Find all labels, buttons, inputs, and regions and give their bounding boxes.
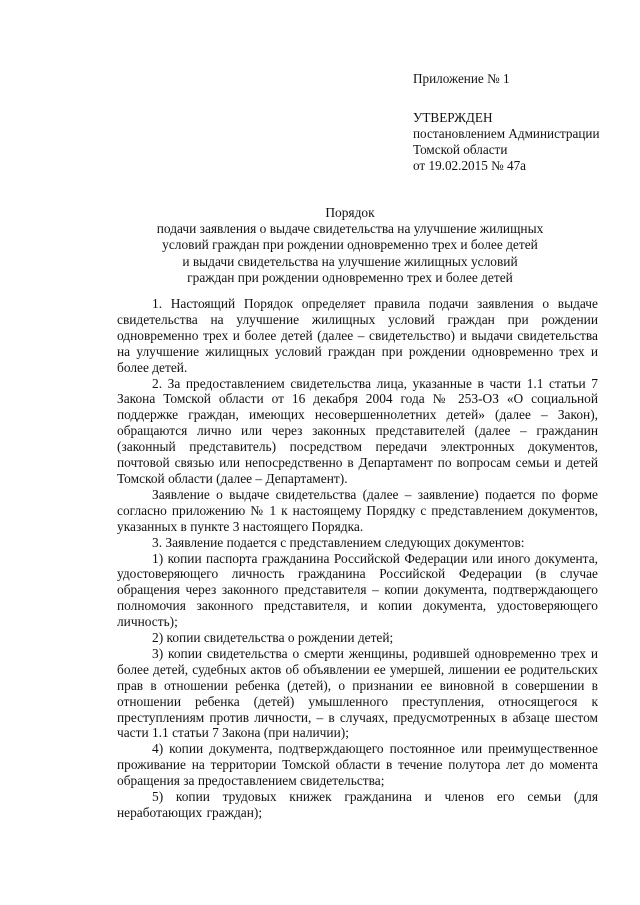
title-line: граждан при рождении одновременно трех и более детей <box>187 269 513 285</box>
document-title <box>110 205 590 286</box>
appendix-label: Приложение № 1 <box>413 71 510 86</box>
approval-line: постановлением Администрации <box>413 126 600 141</box>
paragraph: 1) копии паспорта гражданина Российской Федерации или иного документа, удостоверяющего личность гражданина Российской Федерации (в случае обращения через законного представителя – копии документа, подтверждающего полномочия законного представителя, и копии документа, удостоверяющего личность); <box>117 550 598 630</box>
paragraph: 3) копии свидетельства о смерти женщины, родившей одновременно трех и более детей, судебных актов об объявлении ее умершей, лишении ее родительских прав в отношении ребенка (детей), о признании ее виновной в совершении в отношении ребенка (детей) умышленного преступления, относящегося к преступлениям против личности, – в случаях, предусмотренных в абзаце шестом части 1.1 статьи 7 Закона (при наличии); <box>117 645 598 741</box>
title-line: подачи заявления о выдаче свидетельства на улучшение жилищных <box>156 221 544 237</box>
approval-line: УТВЕРЖДЕН <box>413 110 493 125</box>
paragraph: 2) копии свидетельства о рождении детей; <box>152 630 394 646</box>
title-heading: Порядок <box>325 205 375 220</box>
paragraph: 4) копии документа, подтверждающего постоянное или преимущественное проживание на территории Томской области в течение полутора лет до момента обращения за предоставлением свидетельства; <box>117 741 598 789</box>
title-line: и выдачи свидетельства на улучшение жилищных условий <box>182 253 518 269</box>
approval-stamp <box>413 110 600 174</box>
title-line: условий граждан при рождении одновременно трех и более детей <box>162 237 538 253</box>
paragraph: 3. Заявление подается с представлением следующих документов: <box>152 534 525 550</box>
approval-line: Томской области <box>413 142 508 157</box>
approval-line: от 19.02.2015 № 47а <box>413 158 527 173</box>
paragraph: 2. За предоставлением свидетельства лица, указанные в части 1.1 статьи 7 Закона Томской области от 16 декабря 2004 года № 253-ОЗ «О социальной поддержке граждан, имеющих несовершеннолетних детей» (далее – Закон), обращаются лично или через законных представителей (далее – гражданин (законный представитель) посредством передачи электронных документов, почтовой связью или непосредственно в Департамент по вопросам семьи и детей Томской области (далее – Департамент). <box>117 375 598 486</box>
paragraph: Заявление о выдаче свидетельства (далее – заявление) подается по форме согласно приложению № 1 к настоящему Порядку с представлением документов, указанных в пункте 3 настоящего Порядка. <box>117 486 598 534</box>
document-body <box>117 296 598 821</box>
paragraph: 5) копии трудовых книжек гражданина и членов его семьи (для неработающих граждан); <box>117 789 598 820</box>
paragraph: 1. Настоящий Порядок определяет правила подачи заявления о выдаче свидетельства на улучшение жилищных условий граждан при рождении одновременно трех и более детей (далее – свидетельство) и выдачи свидетельства на улучшение жилищных условий граждан при рождении одновременно трех и более детей. <box>117 296 598 375</box>
